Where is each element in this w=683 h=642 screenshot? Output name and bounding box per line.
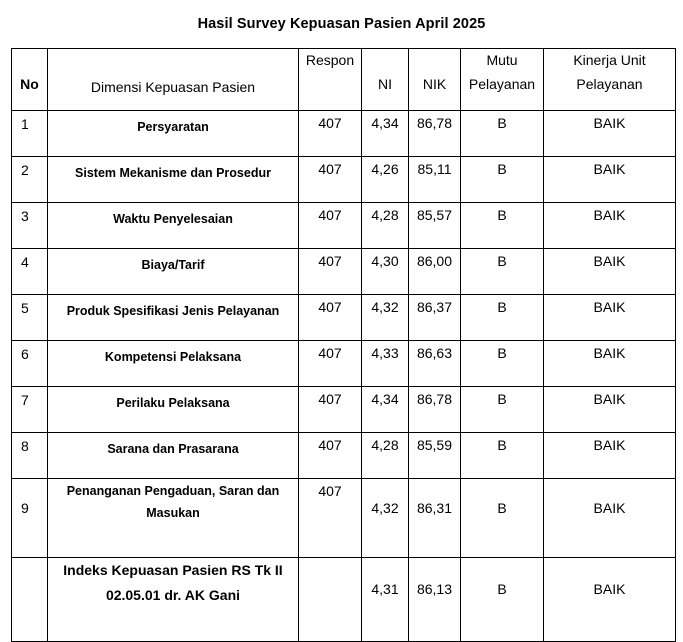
total-kinerja: BAIK [544, 558, 676, 642]
row-dimensi: Sistem Mekanisme dan Prosedur [48, 157, 299, 203]
row-no: 3 [12, 203, 48, 249]
header-mutu-line2: Pelayanan [468, 76, 536, 92]
row-no: 5 [12, 295, 48, 341]
row-nik: 86,00 [409, 249, 461, 295]
row-respon: 407 [299, 203, 362, 249]
row-no: 6 [12, 341, 48, 387]
row-mutu: B [461, 387, 544, 433]
header-respon-cell [299, 49, 362, 111]
row-no: 2 [12, 157, 48, 203]
row-dimensi-line2: Masukan [146, 506, 200, 520]
row-ni: 4,32 [362, 479, 409, 558]
row-nik: 85,59 [409, 433, 461, 479]
table-row [12, 479, 676, 558]
total-label-line1: Indeks Kepuasan Pasien RS Tk II [63, 562, 283, 578]
header-no-cell [12, 49, 48, 111]
table-row [12, 249, 676, 295]
row-respon: 407 [299, 249, 362, 295]
row-mutu: B [461, 157, 544, 203]
row-kinerja: BAIK [544, 157, 676, 203]
header-ni-cell [362, 49, 409, 111]
row-dimensi [48, 479, 299, 558]
row-dimensi: Waktu Penyelesaian [48, 203, 299, 249]
header-nik: NIK [422, 76, 447, 92]
table-row [12, 111, 676, 157]
row-dimensi: Sarana dan Prasarana [48, 433, 299, 479]
header-mutu-cell [461, 49, 544, 111]
row-mutu: B [461, 295, 544, 341]
row-no: 9 [12, 479, 48, 558]
row-respon: 407 [299, 433, 362, 479]
row-dimensi: Biaya/Tarif [48, 249, 299, 295]
total-row [12, 558, 676, 642]
report-title: Hasil Survey Kepuasan Pasien April 2025 [197, 16, 486, 32]
row-ni: 4,30 [362, 249, 409, 295]
row-kinerja: BAIK [544, 433, 676, 479]
total-ni: 4,31 [362, 558, 409, 642]
row-kinerja: BAIK [544, 479, 676, 558]
row-dimensi-line1: Penanganan Pengaduan, Saran dan [66, 484, 280, 498]
row-mutu: B [461, 341, 544, 387]
total-label-line2: 02.05.01 dr. AK Gani [105, 587, 241, 603]
header-respon: Respon [305, 52, 355, 68]
row-kinerja: BAIK [544, 341, 676, 387]
row-ni: 4,28 [362, 203, 409, 249]
row-no: 7 [12, 387, 48, 433]
table-row [12, 295, 676, 341]
header-mutu-line1: Mutu [486, 52, 518, 68]
row-respon: 407 [299, 295, 362, 341]
row-ni: 4,34 [362, 111, 409, 157]
header-kinerja-line2: Pelayanan [576, 76, 643, 92]
row-dimensi: Produk Spesifikasi Jenis Pelayanan [48, 295, 299, 341]
row-mutu: B [461, 433, 544, 479]
row-nik: 85,11 [409, 157, 461, 203]
table-row [12, 203, 676, 249]
table-row [12, 433, 676, 479]
row-nik: 86,78 [409, 111, 461, 157]
row-kinerja: BAIK [544, 249, 676, 295]
survey-table [11, 48, 676, 642]
row-no: 4 [12, 249, 48, 295]
row-kinerja: BAIK [544, 387, 676, 433]
total-nik: 86,13 [409, 558, 461, 642]
row-ni: 4,34 [362, 387, 409, 433]
header-dimensi-cell [48, 49, 299, 111]
header-dimensi: Dimensi Kepuasan Pasien [90, 79, 256, 95]
row-respon: 407 [299, 341, 362, 387]
row-kinerja: BAIK [544, 203, 676, 249]
header-kinerja-cell [544, 49, 676, 111]
row-respon: 407 [299, 157, 362, 203]
row-nik: 86,37 [409, 295, 461, 341]
table-row [12, 341, 676, 387]
header-no: No [20, 76, 39, 92]
row-mutu: B [461, 249, 544, 295]
row-ni: 4,26 [362, 157, 409, 203]
header-kinerja-line1: Kinerja Unit [573, 52, 646, 68]
row-no: 1 [12, 111, 48, 157]
total-mutu: B [461, 558, 544, 642]
row-dimensi: Persyaratan [48, 111, 299, 157]
row-dimensi: Perilaku Pelaksana [48, 387, 299, 433]
row-kinerja: BAIK [544, 111, 676, 157]
row-kinerja: BAIK [544, 295, 676, 341]
row-dimensi: Kompetensi Pelaksana [48, 341, 299, 387]
row-respon: 407 [299, 111, 362, 157]
row-ni: 4,33 [362, 341, 409, 387]
row-no: 8 [12, 433, 48, 479]
row-nik: 86,78 [409, 387, 461, 433]
row-nik: 86,31 [409, 479, 461, 558]
total-label [48, 558, 299, 642]
row-nik: 86,63 [409, 341, 461, 387]
row-respon: 407 [299, 387, 362, 433]
row-mutu: B [461, 111, 544, 157]
row-respon: 407 [299, 479, 362, 558]
row-ni: 4,28 [362, 433, 409, 479]
header-ni: NI [378, 76, 392, 92]
total-no [12, 558, 48, 642]
table-row [12, 387, 676, 433]
table-row [12, 157, 676, 203]
row-mutu: B [461, 479, 544, 558]
row-nik: 85,57 [409, 203, 461, 249]
header-row [12, 49, 676, 111]
total-respon [299, 558, 362, 642]
row-ni: 4,32 [362, 295, 409, 341]
header-nik-cell [409, 49, 461, 111]
row-mutu: B [461, 203, 544, 249]
